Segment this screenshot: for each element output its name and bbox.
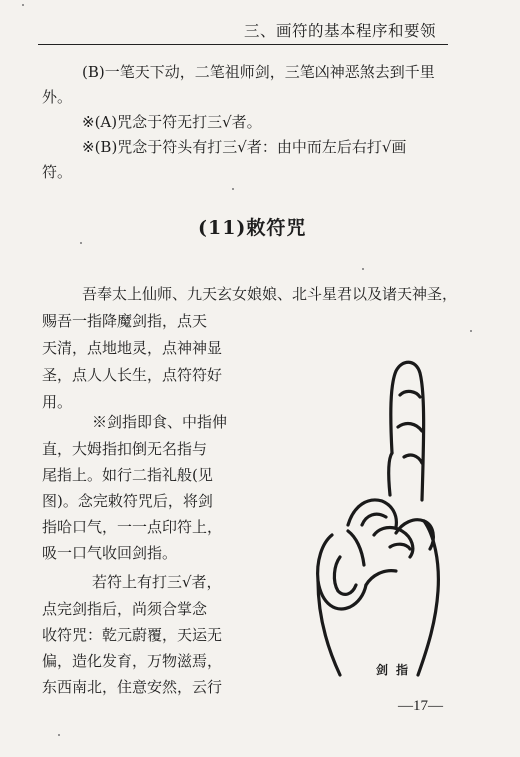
scan-speck [232, 188, 234, 190]
scan-speck [470, 330, 472, 332]
paragraph-line: 指哈口气，一一点印符上， [42, 518, 223, 536]
paragraph-line: 偏，造化发育，万物滋焉， [42, 652, 223, 670]
paragraph-line: 圣，点人人长生，点符符好 [42, 366, 223, 384]
text-line: ※(A)咒念于符无打三√者。 [82, 113, 262, 131]
text-line: (B)一笔天下动，二笔祖师剑，三笔凶神恶煞去到千里 [82, 63, 435, 81]
paragraph-line: 东西南北，住意安然，云行 [42, 678, 223, 696]
paragraph-line: 点完剑指后，尚须合掌念 [42, 600, 208, 618]
paragraph-line: ※剑指即食、中指伸 [92, 413, 228, 431]
scan-speck [80, 242, 82, 244]
text-line: 符。 [42, 163, 73, 181]
text-line: 外。 [42, 88, 73, 106]
paragraph-line: 图)。念完敕符咒后，将剑 [42, 492, 213, 510]
paragraph-line: 尾指上。如行二指礼般(见 [42, 466, 213, 484]
sword-finger-illustration [292, 335, 462, 695]
scan-speck [362, 268, 364, 270]
paragraph-line: 吸一口气收回剑指。 [42, 544, 178, 562]
scan-speck [22, 4, 24, 6]
paragraph-line: 若符上有打三√者， [92, 573, 222, 591]
paragraph-line: 吾奉太上仙师、九天玄女娘娘、北斗星君以及诸天神圣， [82, 285, 458, 303]
text-line: ※(B)咒念于符头有打三√者：由中而左后右打√画 [82, 138, 407, 156]
page-number: —17— [398, 698, 443, 714]
paragraph-line: 天清，点地地灵，点神神显 [42, 339, 223, 357]
paragraph-line: 直，大姆指扣倒无名指与 [42, 440, 208, 458]
figure-caption: 剑指 [376, 663, 417, 677]
paragraph-line: 收符咒：乾元蔚覆，天运无 [42, 626, 223, 644]
scan-speck [58, 734, 60, 736]
running-header: 三、画符的基本程序和要领 [243, 22, 436, 40]
paragraph-line: 用。 [42, 393, 73, 411]
paragraph-line: 赐吾一指降魔剑指，点天 [42, 312, 208, 330]
section-title: (11)敕符咒 [198, 217, 307, 239]
header-rule [38, 44, 448, 45]
